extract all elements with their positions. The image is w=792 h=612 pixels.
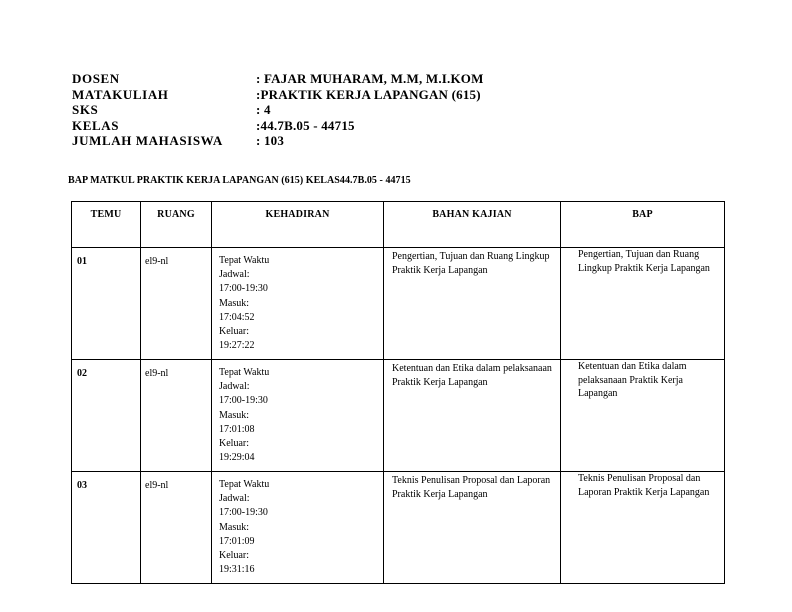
info-value-matakuliah: :PRAKTIK KERJA LAPANGAN (615) <box>256 86 481 102</box>
kehadiran-masuk-label: Masuk: <box>219 297 249 309</box>
info-value-sks: : 4 <box>256 102 271 117</box>
info-value-kelas: :44.7B.05 - 44715 <box>256 117 355 133</box>
info-row-sks <box>72 102 572 118</box>
column-header-bahan-kajian: BAHAN KAJIAN <box>384 202 561 248</box>
table-row <box>72 360 725 472</box>
kehadiran-keluar-label: Keluar: <box>219 550 249 562</box>
cell-temu: 03 <box>72 472 141 584</box>
cell-bap: Ketentuan dan Etika dalam pelaksanaan Praktik Kerja Lapangan <box>561 360 725 472</box>
course-info-header <box>72 71 572 149</box>
table-header-row <box>72 202 725 248</box>
cell-bahan-kajian: Pengertian, Tujuan dan Ruang Lingkup Praktik Kerja Lapangan <box>384 248 561 360</box>
kehadiran-keluar-time: 19:31:16 <box>219 564 255 576</box>
kehadiran-status: Tepat Waktu <box>219 367 270 378</box>
table-row <box>72 472 725 584</box>
info-label-kelas: KELAS <box>72 117 120 133</box>
cell-bahan-kajian: Ketentuan dan Etika dalam pelaksanaan Praktik Kerja Lapangan <box>384 360 561 472</box>
kehadiran-masuk-time: 17:01:09 <box>219 535 255 547</box>
column-header-ruang: RUANG <box>141 202 212 248</box>
kehadiran-jadwal-time: 17:00-19:30 <box>219 283 268 295</box>
column-header-kehadiran: KEHADIRAN <box>212 202 384 248</box>
cell-ruang: el9-nl <box>141 472 212 584</box>
cell-kehadiran <box>212 248 384 360</box>
info-row-jumlah-mahasiswa <box>72 133 572 149</box>
kehadiran-masuk-label: Masuk: <box>219 409 249 421</box>
info-label-sks: SKS <box>72 102 99 117</box>
cell-ruang: el9-nl <box>141 360 212 472</box>
cell-temu: 02 <box>72 360 141 472</box>
cell-bap: Pengertian, Tujuan dan Ruang Lingkup Praktik Kerja Lapangan <box>561 248 725 360</box>
kehadiran-jadwal-label: Jadwal: <box>219 493 250 505</box>
info-value-jumlah-mahasiswa: : 103 <box>256 133 285 148</box>
cell-kehadiran <box>212 472 384 584</box>
kehadiran-jadwal-time: 17:00-19:30 <box>219 507 268 519</box>
info-label-dosen: DOSEN <box>72 71 120 86</box>
info-value-dosen: : FAJAR MUHARAM, M.M, M.I.KOM <box>256 71 484 86</box>
cell-bap: Teknis Penulisan Proposal dan Laporan Praktik Kerja Lapangan <box>561 472 725 584</box>
section-title: BAP MATKUL PRAKTIK KERJA LAPANGAN (615) KELAS44.7B.05 - 44715 <box>68 175 411 186</box>
kehadiran-keluar-time: 19:27:22 <box>219 340 255 352</box>
column-header-bap: BAP <box>561 202 725 248</box>
cell-bahan-kajian: Teknis Penulisan Proposal dan Laporan Praktik Kerja Lapangan <box>384 472 561 584</box>
kehadiran-keluar-label: Keluar: <box>219 326 249 338</box>
kehadiran-status: Tepat Waktu <box>219 255 270 266</box>
kehadiran-jadwal-label: Jadwal: <box>219 381 250 393</box>
kehadiran-jadwal-label: Jadwal: <box>219 269 250 281</box>
kehadiran-keluar-label: Keluar: <box>219 438 249 450</box>
kehadiran-masuk-time: 17:01:08 <box>219 423 255 435</box>
info-row-matakuliah <box>72 87 572 103</box>
kehadiran-masuk-time: 17:04:52 <box>219 311 255 323</box>
cell-temu: 01 <box>72 248 141 360</box>
kehadiran-keluar-time: 19:29:04 <box>219 452 255 464</box>
kehadiran-status: Tepat Waktu <box>219 479 270 490</box>
info-row-dosen <box>72 71 572 87</box>
table-row <box>72 248 725 360</box>
kehadiran-jadwal-time: 17:00-19:30 <box>219 395 268 407</box>
cell-kehadiran <box>212 360 384 472</box>
info-label-jumlah-mahasiswa: JUMLAH MAHASISWA <box>72 133 223 148</box>
column-header-temu: TEMU <box>72 202 141 248</box>
info-label-matakuliah: MATAKULIAH <box>72 86 169 102</box>
cell-ruang: el9-nl <box>141 248 212 360</box>
bap-table <box>71 201 725 584</box>
kehadiran-masuk-label: Masuk: <box>219 521 249 533</box>
info-row-kelas <box>72 118 572 134</box>
